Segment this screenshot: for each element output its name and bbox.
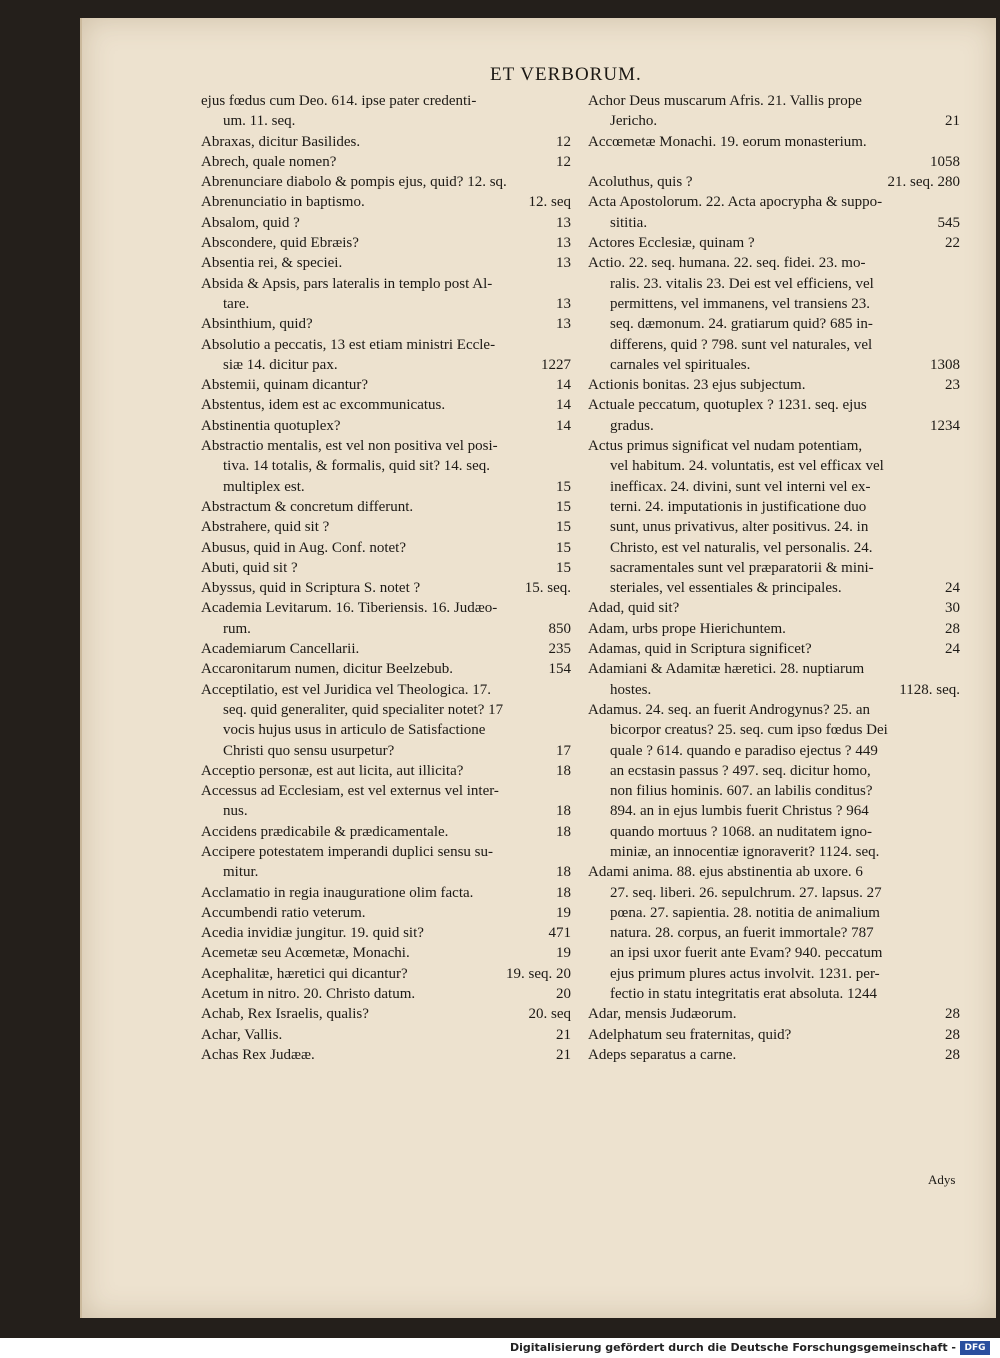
index-entry (588, 395, 960, 436)
entry-page-ref: 13 (556, 255, 571, 272)
index-entry (588, 598, 960, 618)
entry-page-ref (954, 984, 960, 1004)
entry-page-ref: 850 (548, 620, 571, 637)
entry-text: 894. an in ejus lumbis fuerit Christus ? 964 (610, 803, 869, 820)
entry-text: Adamiani & Adamitæ hæretici. 28. nuptiarum (588, 661, 865, 678)
index-entry (201, 578, 571, 598)
index-column-left (201, 91, 571, 1065)
index-entry (201, 192, 571, 212)
index-entry (201, 1025, 571, 1045)
index-entry (588, 436, 960, 598)
entry-page-ref: 13 (556, 316, 571, 333)
entry-text: quale ? 614. quando e paradiso ejectus ? 449 (610, 742, 878, 759)
entry-page-ref: 14 (556, 377, 571, 394)
entry-page-ref: 12. seq (528, 194, 571, 211)
entry-text: bicorpor creatus? 25. seq. cum ipso fœdus Dei (610, 722, 888, 739)
entry-text: Acceptilatio, est vel Juridica vel Theologica. 17. (201, 681, 492, 698)
index-entry (201, 91, 571, 132)
entry-text: Abstractio mentalis, est vel non positiva vel posi- (201, 438, 498, 455)
entry-page-ref: 19. seq. 20 (506, 965, 571, 982)
index-entry (201, 253, 571, 273)
entry-text: um. 11. seq. (223, 113, 296, 130)
entry-text: differens, quid ? 798. sunt vel naturales, vel (610, 336, 873, 353)
entry-page-ref: 1234 (930, 417, 960, 434)
entry-text: Abusus, quid in Aug. Conf. notet? (201, 539, 406, 556)
entry-page-ref: 28 (945, 620, 960, 637)
entry-text: Actores Ecclesiæ, quinam ? (588, 235, 755, 252)
entry-text: Accessus ad Ecclesiam, est vel externus vel inter- (201, 783, 499, 800)
entry-text: ejus fœdus cum Deo. 614. ipse pater credenti- (201, 93, 477, 109)
index-entry (588, 1004, 960, 1024)
entry-page-ref (954, 842, 960, 862)
entry-text: Acedia invidiæ jungitur. 19. quid sit? (201, 925, 424, 942)
entry-text: multiplex est. (223, 478, 305, 495)
entry-page-ref: 471 (548, 925, 571, 942)
index-entry (588, 233, 960, 253)
entry-text: Actionis bonitas. 23 ejus subjectum. (588, 377, 806, 394)
entry-page-ref: 21. seq. 280 (887, 174, 960, 191)
entry-page-ref: 17 (556, 742, 571, 759)
entry-page-ref: 30 (945, 600, 960, 617)
index-entry (588, 639, 960, 659)
index-entry (588, 375, 960, 395)
entry-text: sunt, unus privativus, alter positivus. 24. in (610, 519, 869, 536)
entry-page-ref: 24 (945, 580, 960, 597)
entry-text: Actio. 22. seq. humana. 22. seq. fidei. 23. mo- (588, 255, 866, 272)
entry-text: carnales vel spirituales. (610, 356, 751, 373)
entry-page-ref: 13 (556, 214, 571, 231)
entry-text: sititia. (610, 214, 648, 231)
entry-page-ref: 21 (556, 1026, 571, 1043)
index-entry (201, 943, 571, 963)
index-entry (201, 497, 571, 517)
entry-text: Academiarum Cancellarii. (201, 641, 360, 658)
entry-text: permittens, vel immanens, vel transiens 23. (610, 295, 870, 312)
entry-text: Adamus. 24. seq. an fuerit Androgynus? 25. an (588, 701, 871, 718)
index-entry (201, 598, 571, 639)
entry-text: nus. (223, 803, 248, 820)
entry-page-ref: 24 (945, 641, 960, 658)
entry-text: Christi quo sensu usurpetur? (223, 742, 395, 759)
entry-page-ref: 18 (556, 864, 571, 881)
entry-text: Achor Deus muscarum Afris. 21. Vallis prope (588, 93, 862, 109)
entry-text: mitur. (223, 864, 259, 881)
entry-text: vocis hujus usus in articulo de Satisfactione (223, 722, 486, 739)
entry-text: ralis. 23. vitalis 23. Dei est vel efficiens, vel (610, 275, 874, 292)
entry-text: Accaronitarum numen, dicitur Beelzebub. (201, 661, 453, 678)
entry-text: Absalom, quid ? (201, 214, 300, 231)
entry-text: tare. (223, 295, 250, 312)
index-entry (588, 659, 960, 700)
entry-page-ref: 18 (556, 884, 571, 901)
entry-page-ref: 13 (556, 235, 571, 252)
entry-text: Accumbendi ratio veterum. (201, 904, 366, 921)
entry-page-ref: 14 (556, 417, 571, 434)
index-entry (201, 538, 571, 558)
entry-text: seq. quid generaliter, quid specialiter notet? 17 (223, 701, 504, 718)
entry-page-ref: 12 (556, 133, 571, 150)
entry-page-ref: 1058 (930, 153, 960, 170)
entry-text: Accœmetæ Monachi. 19. eorum monasterium. (588, 133, 867, 150)
entry-page-ref: 20 (556, 986, 571, 1003)
entry-text: Absida & Apsis, pars lateralis in templo post Al- (201, 275, 493, 292)
index-entry (588, 132, 960, 152)
entry-text: Acoluthus, quis ? (588, 174, 693, 191)
index-entry (588, 1025, 960, 1045)
entry-text: vel habitum. 24. voluntatis, est vel efficax vel (610, 458, 884, 475)
index-entry (201, 517, 571, 537)
index-entry (201, 558, 571, 578)
entry-page-ref: 1227 (541, 356, 571, 373)
index-entry (588, 253, 960, 375)
index-entry (201, 395, 571, 415)
catchword: Adys (928, 1172, 956, 1187)
entry-text: natura. 28. corpus, an fuerit immortale? 787 (610, 925, 874, 942)
dfg-logo: DFG (960, 1341, 990, 1355)
entry-text: Actus primus significat vel nudam potentiam, (588, 438, 863, 455)
entry-page-ref (954, 132, 960, 152)
index-entry (201, 639, 571, 659)
entry-text: Accidens prædicabile & prædicamentale. (201, 823, 449, 840)
index-entry (201, 680, 571, 761)
index-entry (588, 91, 960, 132)
index-entry (201, 923, 571, 943)
entry-text: inefficax. 24. divini, sunt vel interni vel ex- (610, 478, 871, 495)
index-entry (201, 964, 571, 984)
entry-page-ref: 545 (937, 214, 960, 231)
index-entry (201, 335, 571, 376)
entry-page-ref: 28 (945, 1006, 960, 1023)
entry-text: Abstentus, idem est ac excommunicatus. (201, 397, 446, 414)
entry-page-ref: 18 (556, 823, 571, 840)
entry-page-ref: 23 (945, 377, 960, 394)
entry-page-ref: 19 (556, 904, 571, 921)
entry-page-ref: 21 (945, 113, 960, 130)
index-entry (201, 314, 571, 334)
entry-page-ref (565, 111, 571, 131)
index-entry (588, 192, 960, 233)
entry-page-ref: 28 (945, 1046, 960, 1063)
entry-text: rum. (223, 620, 251, 637)
entry-text: Acephalitæ, hæretici qui dicantur? (201, 965, 408, 982)
entry-text: sacramentales sunt vel præparatorii & mini- (610, 559, 874, 576)
index-entry (588, 152, 960, 172)
entry-text: Actuale peccatum, quotuplex ? 1231. seq. ejus (588, 397, 867, 414)
entry-text: non filius hominis. 607. an labilis conditus? (610, 783, 873, 800)
index-column-right (588, 91, 960, 1065)
entry-text: an ecstasin passus ? 497. seq. dicitur homo, (610, 762, 871, 779)
entry-page-ref: 15 (556, 519, 571, 536)
entry-text: Christo, est vel naturalis, vel personalis. 24. (610, 539, 873, 556)
entry-text: Absinthium, quid? (201, 316, 313, 333)
entry-page-ref: 15 (556, 559, 571, 576)
index-entry (201, 152, 571, 172)
entry-text: Acclamatio in regia inauguratione olim facta. (201, 884, 474, 901)
index-entry (201, 375, 571, 395)
entry-text: Academia Levitarum. 16. Tiberiensis. 16. Judæo- (201, 600, 498, 617)
index-entry (201, 659, 571, 679)
entry-text: Abraxas, dicitur Basilides. (201, 133, 361, 150)
entry-text: Abrenunciare diabolo & pompis ejus, quid? 12. sq. (201, 174, 507, 191)
entry-page-ref: 15 (556, 498, 571, 515)
entry-text: Abrech, quale nomen? (201, 153, 337, 170)
digitization-footer (0, 1338, 1000, 1358)
index-entry (201, 822, 571, 842)
entry-text: Abrenunciatio in baptismo. (201, 194, 365, 211)
entry-page-ref: 20. seq (528, 1006, 571, 1023)
entry-page-ref: 154 (548, 661, 571, 678)
entry-page-ref: 13 (556, 295, 571, 312)
entry-text: tiva. 14 totalis, & formalis, quid sit? 14. seq. (223, 458, 491, 475)
entry-text: Adelphatum seu fraternitas, quid? (588, 1026, 792, 1043)
index-entry (588, 172, 960, 192)
entry-text: Adeps separatus a carne. (588, 1046, 737, 1063)
entry-text: 27. seq. liberi. 26. sepulchrum. 27. lapsus. 27 (610, 884, 882, 901)
entry-text: pœna. 27. sapientia. 28. notitia de animalium (610, 904, 880, 921)
entry-text: fectio in statu integritatis erat absoluta. 1244 (610, 986, 878, 1003)
index-entry (201, 1004, 571, 1024)
index-entry (201, 761, 571, 781)
index-entry (588, 862, 960, 1004)
entry-text: Acceptio personæ, est aut licita, aut illicita? (201, 762, 464, 779)
entry-text: Acemetæ seu Acœmetæ, Monachi. (201, 945, 410, 962)
entry-text: Abstemii, quinam dicantur? (201, 377, 369, 394)
entry-page-ref: 15. seq. (524, 580, 571, 597)
entry-text: Abstrahere, quid sit ? (201, 519, 330, 536)
entry-text: Jericho. (610, 113, 658, 130)
entry-text: Adami anima. 88. ejus abstinentia ab uxore. 6 (588, 864, 863, 881)
running-title: ET VERBORUM. (490, 64, 642, 85)
entry-text: terni. 24. imputationis in justificatione duo (610, 498, 867, 515)
entry-text: seq. dæmonum. 24. gratiarum quid? 685 in- (610, 316, 873, 333)
footer-credit: Digitalisierung gefördert durch die Deutsche Forschungsgemeinschaft - (509, 1341, 956, 1354)
entry-text: Absolutio a peccatis, 13 est etiam ministri Eccle- (201, 336, 496, 353)
entry-text: Abuti, quid sit ? (201, 559, 298, 576)
entry-text: siæ 14. dicitur pax. (223, 356, 338, 373)
entry-text: hostes. (610, 681, 652, 698)
index-entry (201, 781, 571, 822)
entry-page-ref: 15 (556, 478, 571, 495)
index-entry (201, 436, 571, 497)
entry-text: Achar, Vallis. (201, 1026, 283, 1043)
index-entry (201, 984, 571, 1004)
index-entry (588, 700, 960, 862)
entry-text: Abyssus, quid in Scriptura S. notet ? (201, 580, 421, 597)
entry-text: Acetum in nitro. 20. Christo datum. (201, 986, 416, 1003)
entry-text: Adar, mensis Judæorum. (588, 1006, 737, 1023)
entry-page-ref: 18 (556, 762, 571, 779)
entry-page-ref: 22 (945, 235, 960, 252)
index-entry (588, 1045, 960, 1065)
entry-text: Abstinentia quotuplex? (201, 417, 341, 434)
entry-page-ref: 15 (556, 539, 571, 556)
index-entry (201, 416, 571, 436)
entry-page-ref: 12 (556, 153, 571, 170)
entry-page-ref: 235 (548, 641, 571, 658)
entry-text: quando mortuus ? 1068. an nuditatem igno- (610, 823, 873, 840)
entry-page-ref (565, 172, 571, 192)
entry-text: Absentia rei, & speciei. (201, 255, 343, 272)
entry-text: steriales, vel essentiales & principales. (610, 580, 842, 597)
entry-text: Abstractum & concretum differunt. (201, 498, 414, 515)
index-entry (201, 274, 571, 315)
index-entry (201, 213, 571, 233)
entry-text: miniæ, an innocentiæ ignoraverit? 1124. seq. (610, 843, 880, 860)
index-entry (201, 842, 571, 883)
index-entry (201, 883, 571, 903)
index-entry (201, 903, 571, 923)
entry-text: ejus primum plures actus involvit. 1231. per- (610, 965, 880, 982)
entry-text: Abscondere, quid Ebræis? (201, 235, 359, 252)
entry-text: Accipere potestatem imperandi duplici sensu su- (201, 843, 493, 860)
entry-text: Achab, Rex Israelis, qualis? (201, 1006, 369, 1023)
index-entry (588, 619, 960, 639)
index-entry (201, 172, 571, 192)
entry-text: Adamas, quid in Scriptura significet? (588, 641, 812, 658)
entry-page-ref: 28 (945, 1026, 960, 1043)
entry-page-ref: 14 (556, 397, 571, 414)
entry-text: Adad, quid sit? (588, 600, 680, 617)
entry-text: gradus. (610, 417, 654, 434)
entry-text: Acta Apostolorum. 22. Acta apocrypha & suppo- (588, 194, 883, 211)
index-entry (201, 132, 571, 152)
index-entry (201, 233, 571, 253)
entry-text: Achas Rex Judææ. (201, 1046, 315, 1063)
entry-page-ref: 1128. seq. (899, 681, 960, 698)
entry-text: an ipsi uxor fuerit ante Evam? 940. peccatum (610, 945, 883, 962)
entry-page-ref: 1308 (930, 356, 960, 373)
index-entry (201, 1045, 571, 1065)
entry-page-ref: 19 (556, 945, 571, 962)
entry-page-ref: 21 (556, 1046, 571, 1063)
entry-text: Adam, urbs prope Hierichuntem. (588, 620, 786, 637)
entry-page-ref: 18 (556, 803, 571, 820)
